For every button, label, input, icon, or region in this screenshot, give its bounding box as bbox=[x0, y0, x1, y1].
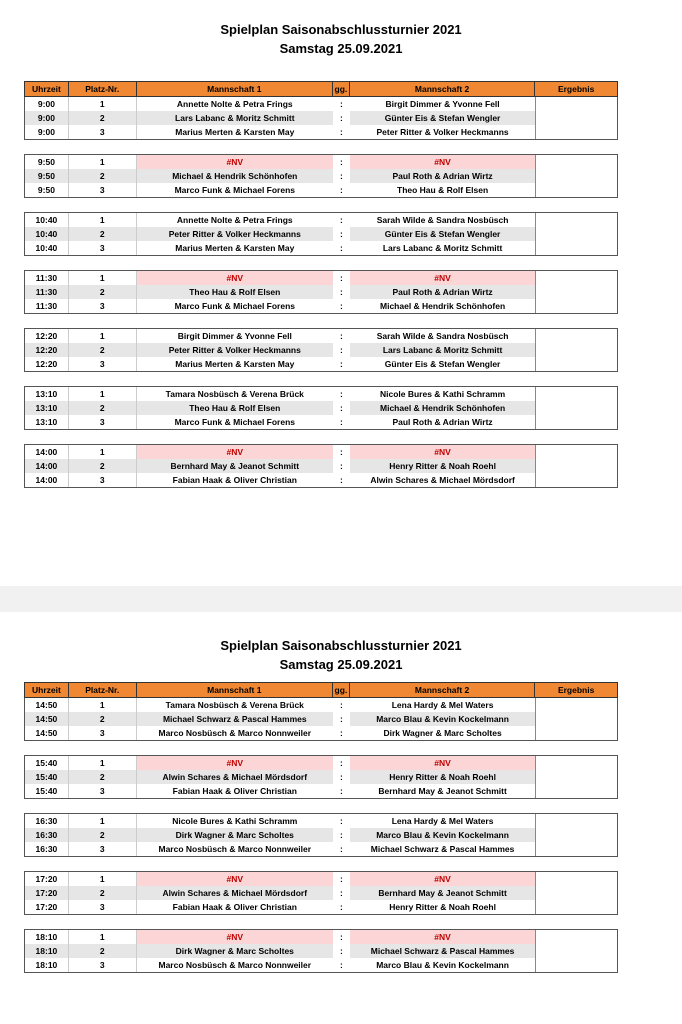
round-block bbox=[24, 97, 618, 140]
team2-cell: Günter Eis & Stefan Wengler bbox=[384, 113, 501, 123]
court-cell: 1 bbox=[69, 97, 137, 111]
time-cell: 11:30 bbox=[25, 299, 69, 313]
team1-cell: Dirk Wagner & Marc Scholtes bbox=[175, 830, 294, 840]
vs-cell: : bbox=[340, 359, 343, 369]
time-cell: 18:10 bbox=[25, 958, 69, 972]
team1-cell: Alwin Schares & Michael Mördsdorf bbox=[162, 888, 308, 898]
court-cell: 2 bbox=[69, 712, 137, 726]
result-cell[interactable] bbox=[535, 169, 617, 183]
team2-cell: #NV bbox=[350, 756, 535, 770]
team2-cell: Lars Labanc & Moritz Schmitt bbox=[382, 345, 503, 355]
table-header bbox=[24, 682, 618, 698]
court-cell: 1 bbox=[69, 155, 137, 169]
time-cell: 10:40 bbox=[25, 213, 69, 227]
round-block bbox=[24, 270, 618, 314]
team2-cell: Lena Hardy & Mel Waters bbox=[391, 816, 494, 826]
team1-cell: Fabian Haak & Oliver Christian bbox=[172, 786, 297, 796]
vs-cell: : bbox=[333, 285, 350, 299]
time-cell: 14:00 bbox=[25, 445, 69, 459]
team1-cell: Peter Ritter & Volker Heckmanns bbox=[168, 345, 301, 355]
time-cell: 17:20 bbox=[25, 886, 69, 900]
table-row bbox=[25, 726, 617, 740]
vs-cell: : bbox=[340, 243, 343, 253]
time-cell: 14:50 bbox=[25, 712, 69, 726]
time-cell: 15:40 bbox=[25, 756, 69, 770]
result-cell[interactable] bbox=[535, 814, 617, 828]
team1-cell: Peter Ritter & Volker Heckmanns bbox=[168, 229, 301, 239]
team2-cell: Paul Roth & Adrian Wirtz bbox=[392, 417, 493, 427]
result-cell[interactable] bbox=[535, 155, 617, 169]
court-cell: 3 bbox=[69, 125, 137, 139]
result-cell[interactable] bbox=[535, 285, 617, 299]
court-cell: 2 bbox=[69, 343, 137, 357]
result-cell[interactable] bbox=[535, 183, 617, 197]
court-cell: 1 bbox=[69, 213, 137, 227]
team1-cell: Michael & Hendrik Schönhofen bbox=[172, 171, 298, 181]
court-cell: 3 bbox=[69, 183, 137, 197]
table-row bbox=[25, 97, 617, 111]
vs-cell: : bbox=[333, 459, 350, 473]
time-cell: 18:10 bbox=[25, 930, 69, 944]
page-title bbox=[0, 636, 682, 674]
court-cell: 3 bbox=[69, 784, 137, 798]
table-row bbox=[25, 329, 617, 343]
table-row bbox=[25, 473, 617, 487]
team1-cell: Theo Hau & Rolf Elsen bbox=[189, 287, 281, 297]
team2-cell: Alwin Schares & Michael Mördsdorf bbox=[370, 475, 515, 485]
team1-cell: Annette Nolte & Petra Frings bbox=[176, 99, 293, 109]
table-row bbox=[25, 828, 617, 842]
court-cell: 3 bbox=[69, 473, 137, 487]
vs-cell: : bbox=[333, 343, 350, 357]
result-cell[interactable] bbox=[535, 343, 617, 357]
team1-cell: Annette Nolte & Petra Frings bbox=[176, 215, 293, 225]
column-header-time: Uhrzeit bbox=[25, 82, 69, 96]
column-header-result: Ergebnis bbox=[557, 84, 595, 94]
court-cell: 1 bbox=[69, 698, 137, 712]
round-block bbox=[24, 386, 618, 430]
team1-cell: Alwin Schares & Michael Mördsdorf bbox=[162, 772, 308, 782]
team1-cell: #NV bbox=[137, 155, 333, 169]
time-cell: 11:30 bbox=[25, 285, 69, 299]
time-cell: 11:30 bbox=[25, 271, 69, 285]
result-cell[interactable] bbox=[535, 958, 617, 972]
team2-cell: Paul Roth & Adrian Wirtz bbox=[392, 171, 493, 181]
table-row bbox=[25, 814, 617, 828]
time-cell: 12:20 bbox=[25, 357, 69, 371]
table-row bbox=[25, 183, 617, 197]
round-block bbox=[24, 328, 618, 372]
title-line: Spielplan Saisonabschlussturnier 2021 bbox=[220, 22, 462, 37]
time-cell: 9:50 bbox=[25, 183, 69, 197]
vs-cell: : bbox=[340, 215, 343, 225]
team2-cell: Lena Hardy & Mel Waters bbox=[391, 700, 494, 710]
team1-cell: Lars Labanc & Moritz Schmitt bbox=[175, 113, 295, 123]
schedule-table bbox=[24, 81, 618, 488]
result-cell[interactable] bbox=[535, 712, 617, 726]
time-cell: 14:00 bbox=[25, 459, 69, 473]
time-cell: 14:00 bbox=[25, 473, 69, 487]
table-row bbox=[25, 387, 617, 401]
vs-cell: : bbox=[340, 475, 343, 485]
team2-cell: Günter Eis & Stefan Wengler bbox=[384, 229, 501, 239]
date-line: Samstag 25.09.2021 bbox=[279, 657, 403, 672]
table-row bbox=[25, 299, 617, 313]
table-row bbox=[25, 125, 617, 139]
result-cell[interactable] bbox=[535, 227, 617, 241]
team2-cell: Birgit Dimmer & Yvonne Fell bbox=[385, 99, 500, 109]
team2-cell: #NV bbox=[350, 271, 535, 285]
table-row bbox=[25, 111, 617, 125]
team1-cell: Dirk Wagner & Marc Scholtes bbox=[175, 946, 294, 956]
time-cell: 9:00 bbox=[25, 97, 69, 111]
table-row bbox=[25, 900, 617, 914]
team2-cell: #NV bbox=[350, 930, 535, 944]
column-header-result: Ergebnis bbox=[557, 685, 595, 695]
column-header-team2: Mannschaft 2 bbox=[350, 683, 535, 697]
table-row bbox=[25, 958, 617, 972]
table-row bbox=[25, 213, 617, 227]
team2-cell: Michael Schwarz & Pascal Hammes bbox=[370, 946, 515, 956]
time-cell: 16:30 bbox=[25, 828, 69, 842]
result-cell[interactable] bbox=[535, 125, 617, 139]
table-row bbox=[25, 770, 617, 784]
column-header-vs: gg. bbox=[333, 82, 350, 96]
result-cell[interactable] bbox=[535, 900, 617, 914]
vs-cell: : bbox=[340, 874, 343, 884]
table-row bbox=[25, 459, 617, 473]
result-cell[interactable] bbox=[535, 329, 617, 343]
vs-cell: : bbox=[340, 99, 343, 109]
column-header-platz: Platz-Nr. bbox=[69, 683, 137, 697]
court-cell: 3 bbox=[69, 842, 137, 856]
result-cell[interactable] bbox=[535, 357, 617, 371]
table-row bbox=[25, 784, 617, 798]
court-cell: 1 bbox=[69, 271, 137, 285]
vs-cell: : bbox=[340, 273, 343, 283]
time-cell: 9:00 bbox=[25, 125, 69, 139]
time-cell: 17:20 bbox=[25, 872, 69, 886]
result-cell[interactable] bbox=[535, 473, 617, 487]
result-cell[interactable] bbox=[535, 387, 617, 401]
court-cell: 1 bbox=[69, 814, 137, 828]
team1-cell: #NV bbox=[137, 271, 333, 285]
court-cell: 1 bbox=[69, 930, 137, 944]
court-cell: 1 bbox=[69, 756, 137, 770]
time-cell: 16:30 bbox=[25, 814, 69, 828]
vs-cell: : bbox=[340, 417, 343, 427]
team1-cell: Birgit Dimmer & Yvonne Fell bbox=[177, 331, 292, 341]
time-cell: 15:40 bbox=[25, 784, 69, 798]
team1-cell: #NV bbox=[137, 445, 333, 459]
round-block bbox=[24, 813, 618, 857]
team1-cell: Theo Hau & Rolf Elsen bbox=[189, 403, 281, 413]
court-cell: 1 bbox=[69, 445, 137, 459]
court-cell: 2 bbox=[69, 886, 137, 900]
team1-cell: #NV bbox=[137, 930, 333, 944]
team2-cell: Bernhard May & Jeanot Schmitt bbox=[378, 786, 507, 796]
court-cell: 2 bbox=[69, 770, 137, 784]
result-cell[interactable] bbox=[535, 828, 617, 842]
team2-cell: Michael Schwarz & Pascal Hammes bbox=[370, 844, 515, 854]
table-row bbox=[25, 401, 617, 415]
team2-cell: Michael & Hendrik Schönhofen bbox=[380, 403, 506, 413]
column-header-team1: Mannschaft 1 bbox=[137, 82, 333, 96]
team1-cell: Tamara Nosbüsch & Verena Brück bbox=[165, 700, 304, 710]
round-block bbox=[24, 154, 618, 198]
table-row bbox=[25, 357, 617, 371]
team1-cell: Bernhard May & Jeanot Schmitt bbox=[170, 461, 300, 471]
team1-cell: Tamara Nosbüsch & Verena Brück bbox=[165, 389, 304, 399]
vs-cell: : bbox=[333, 401, 350, 415]
time-cell: 12:20 bbox=[25, 329, 69, 343]
team2-cell: Paul Roth & Adrian Wirtz bbox=[392, 287, 493, 297]
team1-cell: Nicole Bures & Kathi Schramm bbox=[172, 816, 298, 826]
result-cell[interactable] bbox=[535, 299, 617, 313]
vs-cell: : bbox=[340, 844, 343, 854]
vs-cell: : bbox=[340, 728, 343, 738]
team1-cell: #NV bbox=[137, 756, 333, 770]
time-cell: 10:40 bbox=[25, 227, 69, 241]
time-cell: 15:40 bbox=[25, 770, 69, 784]
table-row bbox=[25, 415, 617, 429]
round-block bbox=[24, 698, 618, 741]
team1-cell: Marco Funk & Michael Forens bbox=[174, 417, 296, 427]
table-row bbox=[25, 872, 617, 886]
court-cell: 3 bbox=[69, 241, 137, 255]
team2-cell: Henry Ritter & Noah Roehl bbox=[389, 902, 496, 912]
table-row bbox=[25, 756, 617, 770]
team2-cell: Bernhard May & Jeanot Schmitt bbox=[378, 888, 507, 898]
court-cell: 1 bbox=[69, 872, 137, 886]
time-cell: 18:10 bbox=[25, 944, 69, 958]
vs-cell: : bbox=[333, 886, 350, 900]
court-cell: 2 bbox=[69, 227, 137, 241]
round-block bbox=[24, 755, 618, 799]
table-row bbox=[25, 343, 617, 357]
result-cell[interactable] bbox=[535, 459, 617, 473]
team1-cell: Marco Nosbüsch & Marco Nonnweiler bbox=[158, 728, 312, 738]
court-cell: 2 bbox=[69, 944, 137, 958]
time-cell: 10:40 bbox=[25, 241, 69, 255]
team1-cell: Marius Merten & Karsten May bbox=[175, 127, 295, 137]
round-block bbox=[24, 444, 618, 488]
vs-cell: : bbox=[340, 127, 343, 137]
vs-cell: : bbox=[333, 169, 350, 183]
court-cell: 3 bbox=[69, 958, 137, 972]
court-cell: 3 bbox=[69, 357, 137, 371]
round-block bbox=[24, 929, 618, 973]
result-cell[interactable] bbox=[535, 842, 617, 856]
vs-cell: : bbox=[340, 157, 343, 167]
team2-cell: Dirk Wagner & Marc Scholtes bbox=[383, 728, 502, 738]
date-line: Samstag 25.09.2021 bbox=[279, 41, 403, 56]
vs-cell: : bbox=[333, 227, 350, 241]
vs-cell: : bbox=[333, 111, 350, 125]
team1-cell: Fabian Haak & Oliver Christian bbox=[172, 475, 297, 485]
team2-cell: #NV bbox=[350, 445, 535, 459]
time-cell: 14:50 bbox=[25, 698, 69, 712]
table-row bbox=[25, 712, 617, 726]
column-header-time: Uhrzeit bbox=[25, 683, 69, 697]
result-cell[interactable] bbox=[535, 930, 617, 944]
vs-cell: : bbox=[340, 301, 343, 311]
table-row bbox=[25, 227, 617, 241]
time-cell: 9:50 bbox=[25, 155, 69, 169]
result-cell[interactable] bbox=[535, 415, 617, 429]
team2-cell: Marco Blau & Kevin Kockelmann bbox=[376, 830, 509, 840]
team2-cell: Sarah Wilde & Sandra Nosbüsch bbox=[376, 331, 509, 341]
column-header-team2: Mannschaft 2 bbox=[350, 82, 535, 96]
team1-cell: Marco Nosbüsch & Marco Nonnweiler bbox=[158, 960, 312, 970]
table-header bbox=[24, 81, 618, 97]
result-cell[interactable] bbox=[535, 111, 617, 125]
time-cell: 12:20 bbox=[25, 343, 69, 357]
team2-cell: Theo Hau & Rolf Elsen bbox=[397, 185, 489, 195]
vs-cell: : bbox=[340, 447, 343, 457]
team1-cell: Fabian Haak & Oliver Christian bbox=[172, 902, 297, 912]
time-cell: 13:10 bbox=[25, 401, 69, 415]
time-cell: 17:20 bbox=[25, 900, 69, 914]
team1-cell: Marco Funk & Michael Forens bbox=[174, 301, 296, 311]
court-cell: 2 bbox=[69, 828, 137, 842]
team2-cell: #NV bbox=[350, 872, 535, 886]
vs-cell: : bbox=[340, 700, 343, 710]
vs-cell: : bbox=[340, 331, 343, 341]
table-row bbox=[25, 271, 617, 285]
court-cell: 1 bbox=[69, 329, 137, 343]
document-page-2 bbox=[0, 612, 682, 1024]
table-row bbox=[25, 842, 617, 856]
vs-cell: : bbox=[340, 816, 343, 826]
vs-cell: : bbox=[333, 944, 350, 958]
vs-cell: : bbox=[340, 932, 343, 942]
vs-cell: : bbox=[340, 786, 343, 796]
team2-cell: Lars Labanc & Moritz Schmitt bbox=[382, 243, 503, 253]
vs-cell: : bbox=[333, 770, 350, 784]
result-cell[interactable] bbox=[535, 271, 617, 285]
time-cell: 13:10 bbox=[25, 387, 69, 401]
page-title bbox=[0, 20, 682, 58]
team2-cell: #NV bbox=[350, 155, 535, 169]
title-line: Spielplan Saisonabschlussturnier 2021 bbox=[220, 638, 462, 653]
team2-cell: Henry Ritter & Noah Roehl bbox=[389, 461, 496, 471]
team2-cell: Sarah Wilde & Sandra Nosbüsch bbox=[376, 215, 509, 225]
team1-cell: Marius Merten & Karsten May bbox=[175, 243, 295, 253]
table-row bbox=[25, 241, 617, 255]
team2-cell: Henry Ritter & Noah Roehl bbox=[389, 772, 496, 782]
vs-cell: : bbox=[340, 902, 343, 912]
vs-cell: : bbox=[340, 389, 343, 399]
column-header-platz: Platz-Nr. bbox=[69, 82, 137, 96]
team2-cell: Marco Blau & Kevin Kockelmann bbox=[376, 960, 509, 970]
vs-cell: : bbox=[340, 758, 343, 768]
table-row bbox=[25, 886, 617, 900]
court-cell: 1 bbox=[69, 387, 137, 401]
team1-cell: Marco Nosbüsch & Marco Nonnweiler bbox=[158, 844, 312, 854]
result-cell[interactable] bbox=[535, 726, 617, 740]
team2-cell: Peter Ritter & Volker Heckmanns bbox=[376, 127, 509, 137]
result-cell[interactable] bbox=[535, 213, 617, 227]
court-cell: 2 bbox=[69, 459, 137, 473]
table-row bbox=[25, 169, 617, 183]
result-cell[interactable] bbox=[535, 698, 617, 712]
time-cell: 16:30 bbox=[25, 842, 69, 856]
column-header-team1: Mannschaft 1 bbox=[137, 683, 333, 697]
result-cell[interactable] bbox=[535, 97, 617, 111]
result-cell[interactable] bbox=[535, 401, 617, 415]
team1-cell: Marius Merten & Karsten May bbox=[175, 359, 295, 369]
time-cell: 9:50 bbox=[25, 169, 69, 183]
result-cell[interactable] bbox=[535, 784, 617, 798]
table-row bbox=[25, 944, 617, 958]
vs-cell: : bbox=[340, 960, 343, 970]
result-cell[interactable] bbox=[535, 445, 617, 459]
round-block bbox=[24, 212, 618, 256]
table-row bbox=[25, 698, 617, 712]
column-header-vs: gg. bbox=[333, 683, 350, 697]
vs-cell: : bbox=[340, 185, 343, 195]
team1-cell: Michael Schwarz & Pascal Hammes bbox=[162, 714, 307, 724]
table-row bbox=[25, 445, 617, 459]
team1-cell: Marco Funk & Michael Forens bbox=[174, 185, 296, 195]
result-cell[interactable] bbox=[535, 944, 617, 958]
court-cell: 2 bbox=[69, 111, 137, 125]
court-cell: 2 bbox=[69, 401, 137, 415]
result-cell[interactable] bbox=[535, 756, 617, 770]
vs-cell: : bbox=[333, 712, 350, 726]
vs-cell: : bbox=[333, 828, 350, 842]
court-cell: 3 bbox=[69, 415, 137, 429]
court-cell: 2 bbox=[69, 169, 137, 183]
result-cell[interactable] bbox=[535, 241, 617, 255]
time-cell: 13:10 bbox=[25, 415, 69, 429]
schedule-table bbox=[24, 682, 618, 973]
time-cell: 9:00 bbox=[25, 111, 69, 125]
result-cell[interactable] bbox=[535, 872, 617, 886]
table-row bbox=[25, 285, 617, 299]
team2-cell: Marco Blau & Kevin Kockelmann bbox=[376, 714, 509, 724]
table-row bbox=[25, 155, 617, 169]
court-cell: 3 bbox=[69, 299, 137, 313]
round-block bbox=[24, 871, 618, 915]
result-cell[interactable] bbox=[535, 770, 617, 784]
team1-cell: #NV bbox=[137, 872, 333, 886]
court-cell: 3 bbox=[69, 900, 137, 914]
court-cell: 3 bbox=[69, 726, 137, 740]
table-row bbox=[25, 930, 617, 944]
time-cell: 14:50 bbox=[25, 726, 69, 740]
team2-cell: Michael & Hendrik Schönhofen bbox=[380, 301, 506, 311]
court-cell: 2 bbox=[69, 285, 137, 299]
result-cell[interactable] bbox=[535, 886, 617, 900]
team2-cell: Nicole Bures & Kathi Schramm bbox=[379, 389, 506, 399]
team2-cell: Günter Eis & Stefan Wengler bbox=[384, 359, 501, 369]
